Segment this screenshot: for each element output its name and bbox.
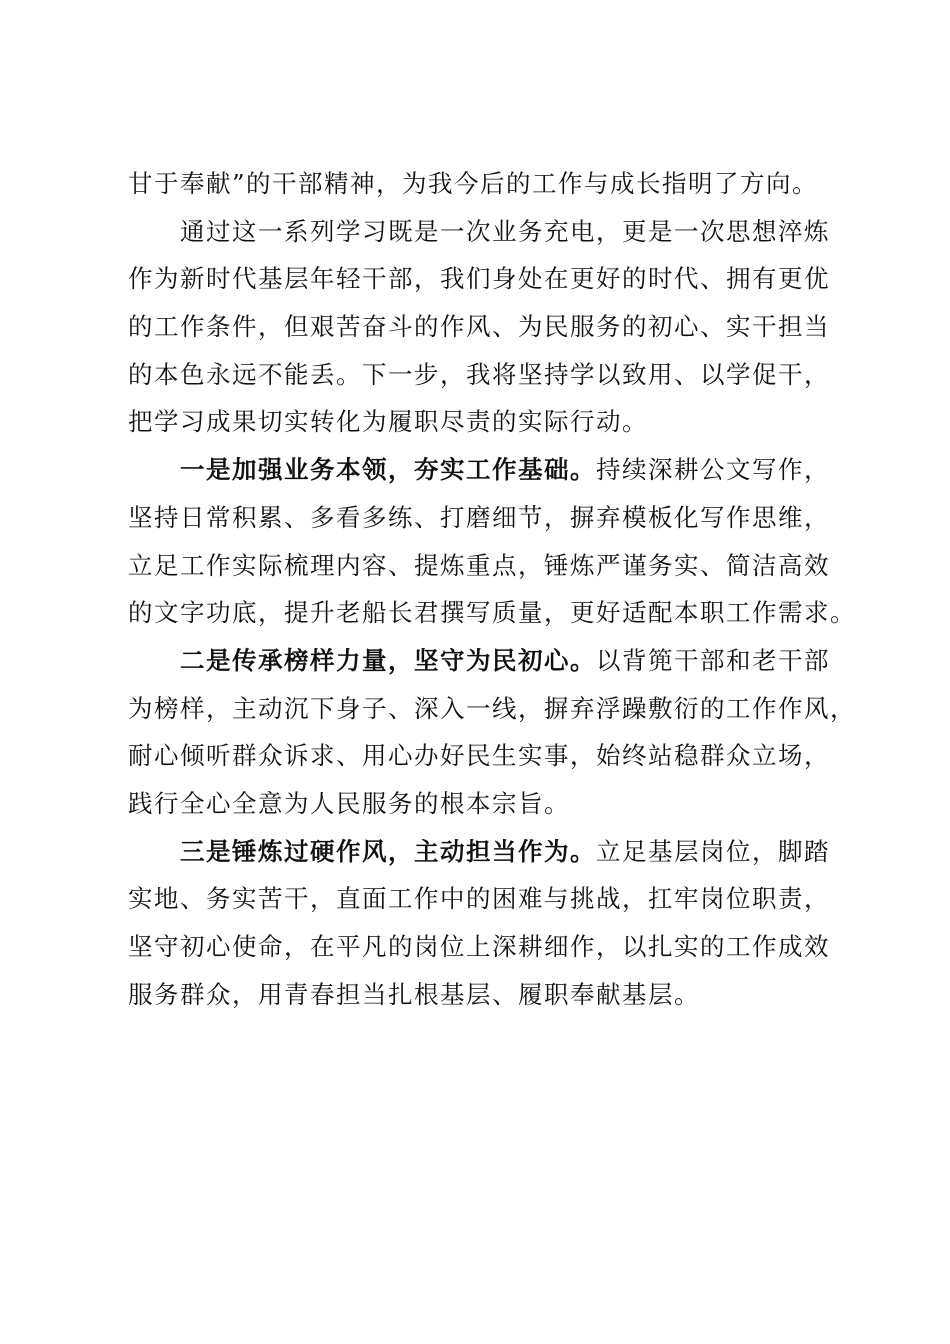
text-line: 的本色永远不能丢。下一步，我将坚持学以致用、以学促干， [128, 359, 830, 389]
text-line: 践行全心全意为人民服务的根本宗旨。 [128, 788, 570, 818]
text-line: 实地、务实苦干，直面工作中的困难与挑战，扛牢岗位职责， [128, 884, 830, 914]
text-run: 以背篼干部和老干部 [596, 645, 830, 675]
paragraph-4 [128, 637, 856, 828]
paragraph-1 [128, 160, 828, 208]
text-line: 的文字功底，提升老船长君撰写质量，更好适配本职工作需求。 [128, 598, 856, 628]
text-line: 把学习成果切实转化为履职尽责的实际行动。 [128, 407, 648, 437]
text-run: 持续深耕公文写作， [596, 455, 830, 485]
text-line: 为榜样，主动沉下身子、深入一线，摒弃浮躁敷衍的工作作风， [128, 693, 856, 723]
text-line: 立足工作实际梳理内容、提炼重点，锤炼严谨务实、简洁高效 [128, 550, 830, 580]
paragraph-5 [128, 828, 828, 1019]
text-run: 立足基层岗位，脚踏 [596, 836, 830, 866]
paragraph-3 [128, 446, 856, 637]
paragraph-heading: 一是加强业务本领，夯实工作基础。 [180, 455, 596, 485]
text-line: 耐心倾听群众诉求、用心办好民生实事，始终站稳群众立场， [128, 741, 830, 771]
text-line: 甘于奉献”的干部精神，为我今后的工作与成长指明了方向。 [128, 169, 819, 198]
text-line [128, 828, 828, 876]
text-line: 的工作条件，但艰苦奋斗的作风、为民服务的初心、实干担当 [128, 312, 830, 342]
document-body [128, 160, 856, 1018]
paragraph-heading: 三是锤炼过硬作风，主动担当作为。 [180, 836, 596, 866]
text-line: 作为新时代基层年轻干部，我们身处在更好的时代、拥有更优 [128, 264, 830, 294]
text-line: 服务群众，用青春担当扎根基层、履职奉献基层。 [128, 979, 700, 1009]
text-line [128, 637, 828, 685]
paragraph-2 [128, 208, 828, 446]
text-line [128, 446, 828, 494]
text-line: 坚持日常积累、多看多练、打磨细节，摒弃模板化写作思维， [128, 502, 830, 532]
paragraph-heading: 二是传承榜样力量，坚守为民初心。 [180, 645, 596, 675]
text-line: 通过这一系列学习既是一次业务充电，更是一次思想淬炼 [180, 216, 830, 246]
text-line: 坚守初心使命，在平凡的岗位上深耕细作，以扎实的工作成效 [128, 932, 830, 961]
